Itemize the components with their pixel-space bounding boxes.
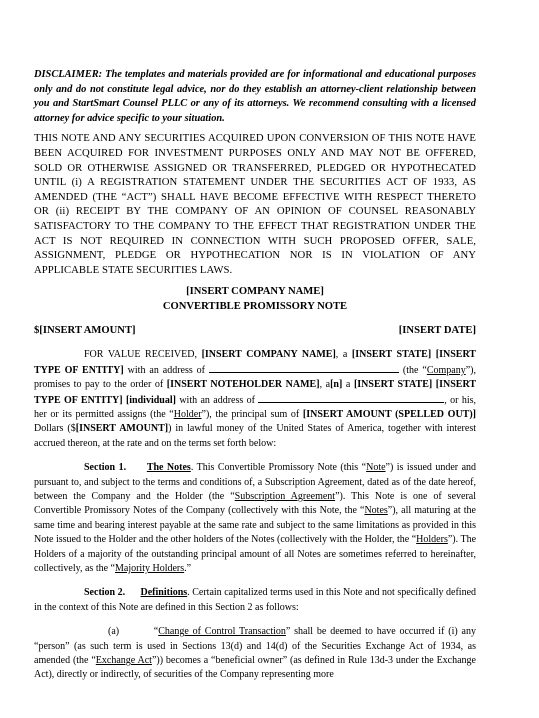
disclaimer: DISCLAIMER: The templates and materials provided are for informational and educational purposes only and do not constitute legal advice, nor do they establish an attorney-client relationship between you and StartSmart Counsel PLLC or any of its attorneys. We recommend consulting with a licensed attorney for advice specific to your situation.	[34, 69, 476, 124]
section-1-number: Section 1.	[84, 462, 127, 474]
date-placeholder: [INSERT DATE]	[398, 325, 476, 337]
intro-paragraph: FOR VALUE RECEIVED, [INSERT COMPANY NAME], a [INSERT STATE] [INSERT TYPE OF ENTITY] with an address of (the “Company”), promises to pay to the order of [INSERT NOTEHOLDER NAME], a[n] a [INSERT STATE] [INSERT TYPE OF ENTITY] [individual] with an address of , or his, her or its permitted assigns (the “Holder”), the principal sum of [INSERT AMOUNT (SPELLED OUT)] Dollars ($[INSERT AMOUNT]) in lawful money of the United States of America, together with interest accrued thereon, at the rate and on the terms set forth below:	[34, 349, 476, 449]
amount-placeholder: $[INSERT AMOUNT]	[34, 325, 136, 337]
section-2-heading: Definitions	[140, 587, 188, 599]
holder-address-blank[interactable]	[258, 393, 444, 403]
section-1-heading: The Notes	[146, 462, 191, 474]
section-1: Section 1. The Notes. This Convertible Promissory Note (this “Note”) is issued under and pursuant to, and subject to the terms and conditions of, a Subscription Agreement, dated as of the date hereof, between the Company and the Holder (the “Subscription Agreement”). This Note is one of several Convertible Promissory Notes of the Company (collectively with this Note, the “Notes”), all maturing at the same time and bearing interest payable at the same rate and subject to the same limitations as provided in this Note issued to the Holder and the other holders of the Notes (collectively with the Holder, the “Holders”). The Holders of a majority of the outstanding principal amount of all Notes are sometimes referred to hereinafter, collectively, as the “Majority Holders.”	[34, 462, 477, 574]
clause-a-label: (a)	[108, 626, 120, 638]
title-document: CONVERTIBLE PROMISSORY NOTE	[162, 300, 348, 312]
clause-a: (a) “Change of Control Transaction” shall be deemed to have occurred if (i) any “person” (as such term is used in Sections 13(d) and 14(d) of the Securities Exchange Act of 1934, as amended (the “Exchange Act”)) becomes a “beneficial owner” (as defined in Rule 13d-3 under the Exchange Act), directly or indirectly, of securities of the Company representing more	[34, 626, 476, 681]
section-2: Section 2. Definitions. Certain capitalized terms used in this Note and not specifically defined in the context of this Note are defined in this Section 2 as follows:	[34, 587, 477, 613]
section-2-number: Section 2.	[84, 587, 126, 599]
securities-legend: THIS NOTE AND ANY SECURITIES ACQUIRED UPON CONVERSION OF THIS NOTE HAVE BEEN ACQUIRED FOR INVESTMENT PURPOSES ONLY AND MAY NOT BE OFFERED, SOLD OR OTHERWISE ASSIGNED OR TRANSFERRED, PLEDGED OR HYPOTHECATED UNTIL (i) A REGISTRATION STATEMENT UNDER THE SECURITIES ACT OF 1933, AS AMENDED (THE “ACT”) SHALL HAVE BECOME EFFECTIVE WITH RESPECT THERETO OR (ii) RECEIPT BY THE COMPANY OF AN OPINION OF COUNSEL REASONABLY SATISFACTORY TO THE COMPANY TO THE EFFECT THAT REGISTRATION UNDER THE ACT IS NOT REQUIRED IN CONNECTION WITH SUCH PROPOSED OFFER, SALE, ASSIGNMENT, PLEDGE OR HYPOTHECATION NOR IS IN VIOLATION OF ANY APPLICABLE STATE SECURITIES LAWS.	[34, 132, 476, 276]
title-company: [INSERT COMPANY NAME]	[186, 286, 324, 298]
address-blank[interactable]	[209, 363, 399, 373]
amount-date-line	[34, 324, 476, 338]
